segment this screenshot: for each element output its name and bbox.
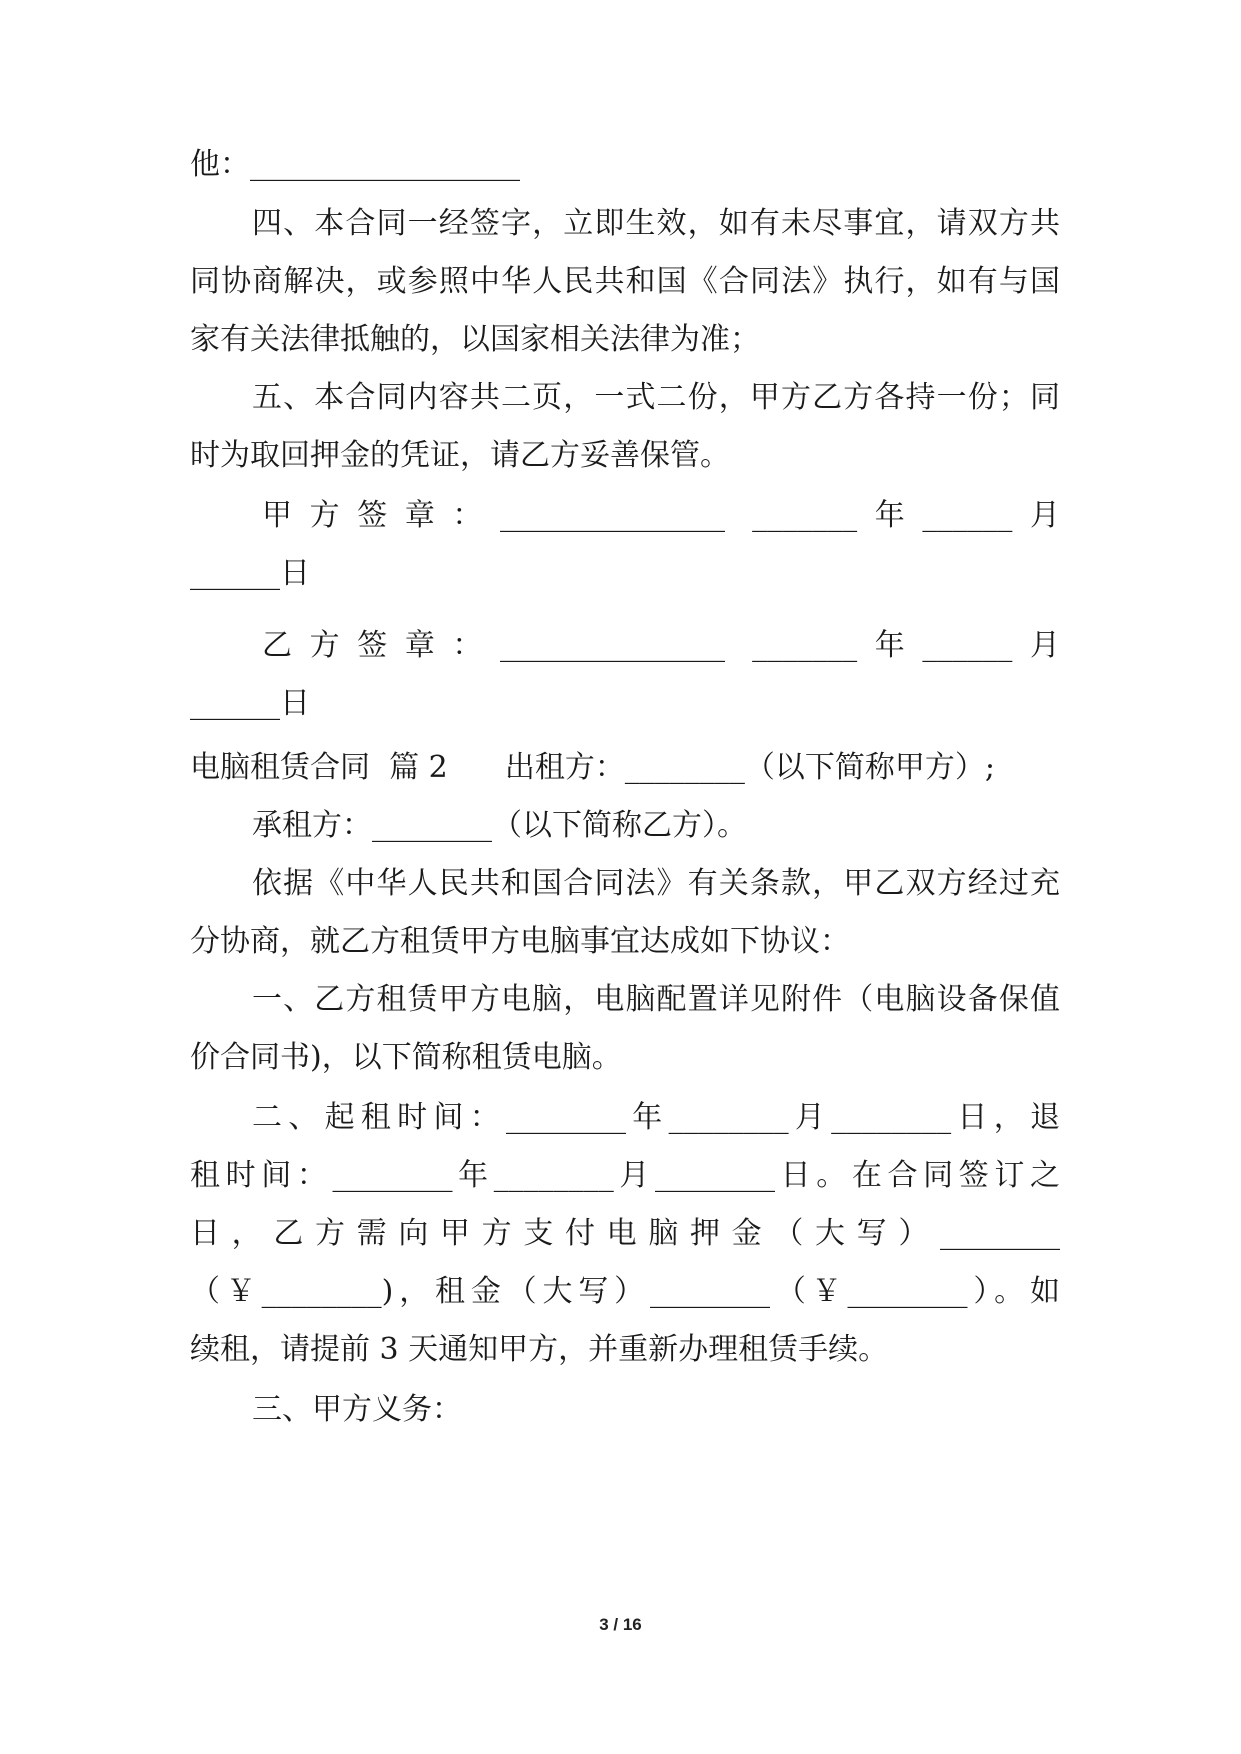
party-b-signature-day: ______日 [190, 686, 310, 721]
party-a-signature-line: 甲方签章：_______________ _______年______月 [262, 498, 1060, 533]
clause-two-line-4: （￥________)，租金（大写）________（￥________）。如 [190, 1274, 1060, 1309]
basis-line-2: 分协商，就乙方租赁甲方电脑事宜达成如下协议： [190, 924, 850, 959]
paragraph-five-line-2: 时为取回押金的凭证，请乙方妥善保管。 [190, 438, 730, 473]
paragraph-four-line-2: 同协商解决，或参照中华人民共和国《合同法》执行，如有与国 [190, 264, 1060, 299]
clause-two-line-5: 续租，请提前 3 天通知甲方，并重新办理租赁手续。 [190, 1332, 889, 1367]
clause-one-line-1: 一、乙方租赁甲方电脑，电脑配置详见附件（电脑设备保值 [252, 982, 1060, 1017]
paragraph-five-line-1: 五、本合同内容共二页，一式二份，甲方乙方各持一份；同 [252, 380, 1060, 415]
clause-three-heading: 三、甲方义务： [252, 1392, 462, 1427]
paragraph-four-line-3: 家有关法律抵触的，以国家相关法律为准； [190, 322, 760, 357]
paragraph-four-line-1: 四、本合同一经签字，立即生效，如有未尽事宜，请双方共 [252, 206, 1060, 241]
clause-two-line-2: 租时间：________年________月________日。在合同签订之 [190, 1158, 1060, 1193]
page-number: 3 / 16 [599, 1615, 642, 1634]
party-b-signature-line: 乙方签章：_______________ _______年______月 [262, 628, 1060, 663]
text-line: 他：__________________ [190, 147, 520, 182]
clause-two-line-1: 二、起租时间：________年________月________日，退 [252, 1100, 1060, 1135]
party-a-signature-day: ______日 [190, 556, 310, 591]
section-heading-lessor: 电脑租赁合同 篇 2 出租方：________（以下简称甲方）; [190, 750, 996, 785]
clause-one-line-2: 价合同书)，以下简称租赁电脑。 [190, 1040, 622, 1075]
basis-line-1: 依据《中华人民共和国合同法》有关条款，甲乙双方经过充 [252, 866, 1060, 901]
clause-two-line-3: 日，乙方需向甲方支付电脑押金（大写）________ [190, 1216, 1060, 1251]
lessee-line: 承租方：________（以下简称乙方）。 [252, 808, 747, 843]
